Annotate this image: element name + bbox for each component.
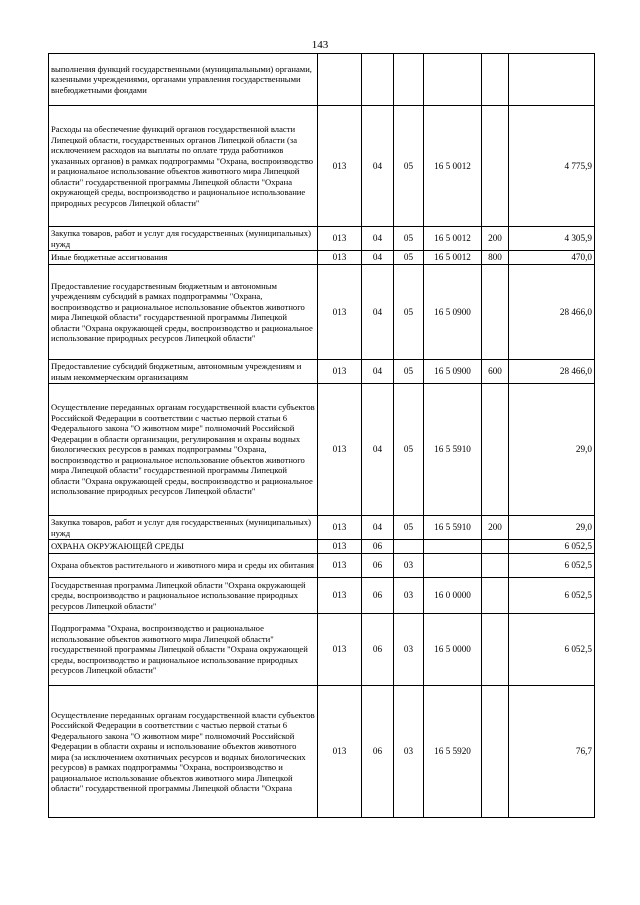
expense-name-cell: Иные бюджетные ассигнования bbox=[49, 251, 318, 265]
expense-type-cell bbox=[482, 106, 509, 227]
section-code-cell: 06 bbox=[362, 540, 394, 554]
target-article-cell: 16 5 0012 bbox=[424, 106, 482, 227]
expense-type-cell bbox=[482, 578, 509, 614]
grbs-code-cell: 013 bbox=[318, 686, 362, 818]
page-number: 143 bbox=[311, 39, 329, 51]
section-code-cell bbox=[362, 54, 394, 106]
expense-type-cell bbox=[482, 265, 509, 360]
expense-name-cell: Закупка товаров, работ и услуг для государственных (муниципальных) нужд bbox=[49, 516, 318, 540]
grbs-code-cell: 013 bbox=[318, 554, 362, 578]
table-row bbox=[49, 360, 595, 384]
section-code-cell: 04 bbox=[362, 106, 394, 227]
subsection-code-cell bbox=[394, 54, 424, 106]
expense-name-cell: Осуществление переданных органам государственной власти субъектов Российской Федерации в соответствии с частью первой статьи 6 Федерального закона "О животном мире" полномочий Российской Федерации в области организации, регулирования и охраны водных биологических ресурсов в рамках подпрограммы "Охрана, воспроизводство и рациональное использование объектов животного мира Липецкой области" государственной программы Липецкой области "Охрана окружающей среды, воспроизводство и рациональное использование природных ресурсов Липецкой области" bbox=[49, 384, 318, 516]
amount-cell bbox=[509, 54, 595, 106]
table-row bbox=[49, 578, 595, 614]
grbs-code-cell: 013 bbox=[318, 578, 362, 614]
table-row bbox=[49, 251, 595, 265]
amount-cell: 6 052,5 bbox=[509, 554, 595, 578]
budget-table-body bbox=[49, 54, 595, 818]
subsection-code-cell: 05 bbox=[394, 265, 424, 360]
target-article-cell: 16 5 0000 bbox=[424, 614, 482, 686]
grbs-code-cell: 013 bbox=[318, 251, 362, 265]
table-row bbox=[49, 540, 595, 554]
table-row bbox=[49, 384, 595, 516]
target-article-cell: 16 5 0900 bbox=[424, 360, 482, 384]
expense-type-cell: 600 bbox=[482, 360, 509, 384]
target-article-cell: 16 5 0012 bbox=[424, 251, 482, 265]
expense-type-cell bbox=[482, 384, 509, 516]
table-row bbox=[49, 614, 595, 686]
section-code-cell: 04 bbox=[362, 516, 394, 540]
expense-type-cell: 200 bbox=[482, 227, 509, 251]
expense-type-cell: 800 bbox=[482, 251, 509, 265]
expense-name-cell: Осуществление переданных органам государственной власти субъектов Российской Федерации в соответствии с частью первой статьи 6 Федерального закона "О животном мире" полномочий Российской Федерации в области охраны и использование объектов животного мира (за исключением охотничьих ресурсов и водных биологических ресурсов) в рамках подпрограммы "Охрана, воспроизводство и рациональное использование объектов животного мира Липецкой области" государственной программы Липецкой области "Охрана bbox=[49, 686, 318, 818]
amount-cell: 6 052,5 bbox=[509, 540, 595, 554]
amount-cell: 6 052,5 bbox=[509, 578, 595, 614]
table-row bbox=[49, 554, 595, 578]
expense-name-cell: выполнения функций государственными (муниципальными) органами, казенными учреждениями, органами управления государственными внебюджетными фондами bbox=[49, 54, 318, 106]
table-row bbox=[49, 686, 595, 818]
section-code-cell: 04 bbox=[362, 265, 394, 360]
budget-table bbox=[48, 53, 595, 818]
expense-type-cell bbox=[482, 540, 509, 554]
subsection-code-cell: 05 bbox=[394, 360, 424, 384]
grbs-code-cell: 013 bbox=[318, 265, 362, 360]
expense-type-cell bbox=[482, 686, 509, 818]
expense-type-cell: 200 bbox=[482, 516, 509, 540]
section-code-cell: 04 bbox=[362, 384, 394, 516]
subsection-code-cell: 03 bbox=[394, 578, 424, 614]
table-row bbox=[49, 106, 595, 227]
amount-cell: 76,7 bbox=[509, 686, 595, 818]
subsection-code-cell: 05 bbox=[394, 227, 424, 251]
subsection-code-cell: 05 bbox=[394, 106, 424, 227]
table-row bbox=[49, 227, 595, 251]
expense-name-cell: Государственная программа Липецкой области "Охрана окружающей среды, воспроизводство и рациональное использование природных ресурсов Липецкой области" bbox=[49, 578, 318, 614]
table-row bbox=[49, 54, 595, 106]
amount-cell: 470,0 bbox=[509, 251, 595, 265]
amount-cell: 28 466,0 bbox=[509, 265, 595, 360]
expense-name-cell: Охрана объектов растительного и животного мира и среды их обитания bbox=[49, 554, 318, 578]
amount-cell: 4 305,9 bbox=[509, 227, 595, 251]
grbs-code-cell: 013 bbox=[318, 384, 362, 516]
subsection-code-cell: 05 bbox=[394, 251, 424, 265]
target-article-cell: 16 5 5910 bbox=[424, 384, 482, 516]
subsection-code-cell: 05 bbox=[394, 516, 424, 540]
target-article-cell bbox=[424, 540, 482, 554]
table-row bbox=[49, 265, 595, 360]
subsection-code-cell: 03 bbox=[394, 554, 424, 578]
grbs-code-cell: 013 bbox=[318, 227, 362, 251]
amount-cell: 4 775,9 bbox=[509, 106, 595, 227]
expense-name-cell: Расходы на обеспечение функций органов государственной власти Липецкой области, государственных органов Липецкой области (за исключением расходов на выплаты по оплате труда работников указанных органов) в рамках подпрограммы "Охрана, воспроизводство и рациональное использование объектов животного мира Липецкой области" государственной программы Липецкой области "Охрана окружающей среды, воспроизводство и рациональное использование природных ресурсов Липецкой области" bbox=[49, 106, 318, 227]
amount-cell: 29,0 bbox=[509, 516, 595, 540]
expense-name-cell: Подпрограмма "Охрана, воспроизводство и рациональное использование объектов животного мира Липецкой области" государственной программы Липецкой области "Охрана окружающей среды, воспроизводство и рациональное использование природных ресурсов Липецкой области" bbox=[49, 614, 318, 686]
expense-type-cell bbox=[482, 614, 509, 686]
target-article-cell: 16 5 5920 bbox=[424, 686, 482, 818]
grbs-code-cell: 013 bbox=[318, 360, 362, 384]
subsection-code-cell: 03 bbox=[394, 614, 424, 686]
section-code-cell: 06 bbox=[362, 578, 394, 614]
subsection-code-cell bbox=[394, 540, 424, 554]
grbs-code-cell: 013 bbox=[318, 516, 362, 540]
section-code-cell: 06 bbox=[362, 554, 394, 578]
expense-type-cell bbox=[482, 54, 509, 106]
expense-name-cell: Предоставление субсидий бюджетным, автономным учреждениям и иным некоммерческим организациям bbox=[49, 360, 318, 384]
grbs-code-cell: 013 bbox=[318, 540, 362, 554]
expense-name-cell: Предоставление государственным бюджетным и автономным учреждениям субсидий в рамках подпрограммы "Охрана, воспроизводство и рациональное использование объектов животного мира Липецкой области" государственной программы Липецкой области "Охрана окружающей среды, воспроизводство и рациональное использование природных ресурсов Липецкой области" bbox=[49, 265, 318, 360]
amount-cell: 6 052,5 bbox=[509, 614, 595, 686]
target-article-cell: 16 0 0000 bbox=[424, 578, 482, 614]
subsection-code-cell: 03 bbox=[394, 686, 424, 818]
target-article-cell: 16 5 0012 bbox=[424, 227, 482, 251]
amount-cell: 29,0 bbox=[509, 384, 595, 516]
grbs-code-cell: 013 bbox=[318, 614, 362, 686]
target-article-cell: 16 5 5910 bbox=[424, 516, 482, 540]
target-article-cell: 16 5 0900 bbox=[424, 265, 482, 360]
grbs-code-cell bbox=[318, 54, 362, 106]
section-code-cell: 06 bbox=[362, 686, 394, 818]
expense-name-cell: Закупка товаров, работ и услуг для государственных (муниципальных) нужд bbox=[49, 227, 318, 251]
section-code-cell: 04 bbox=[362, 360, 394, 384]
target-article-cell bbox=[424, 554, 482, 578]
section-code-cell: 06 bbox=[362, 614, 394, 686]
section-code-cell: 04 bbox=[362, 227, 394, 251]
expense-name-cell: ОХРАНА ОКРУЖАЮЩЕЙ СРЕДЫ bbox=[49, 540, 318, 554]
table-row bbox=[49, 516, 595, 540]
subsection-code-cell: 05 bbox=[394, 384, 424, 516]
section-code-cell: 04 bbox=[362, 251, 394, 265]
target-article-cell bbox=[424, 54, 482, 106]
expense-type-cell bbox=[482, 554, 509, 578]
amount-cell: 28 466,0 bbox=[509, 360, 595, 384]
grbs-code-cell: 013 bbox=[318, 106, 362, 227]
